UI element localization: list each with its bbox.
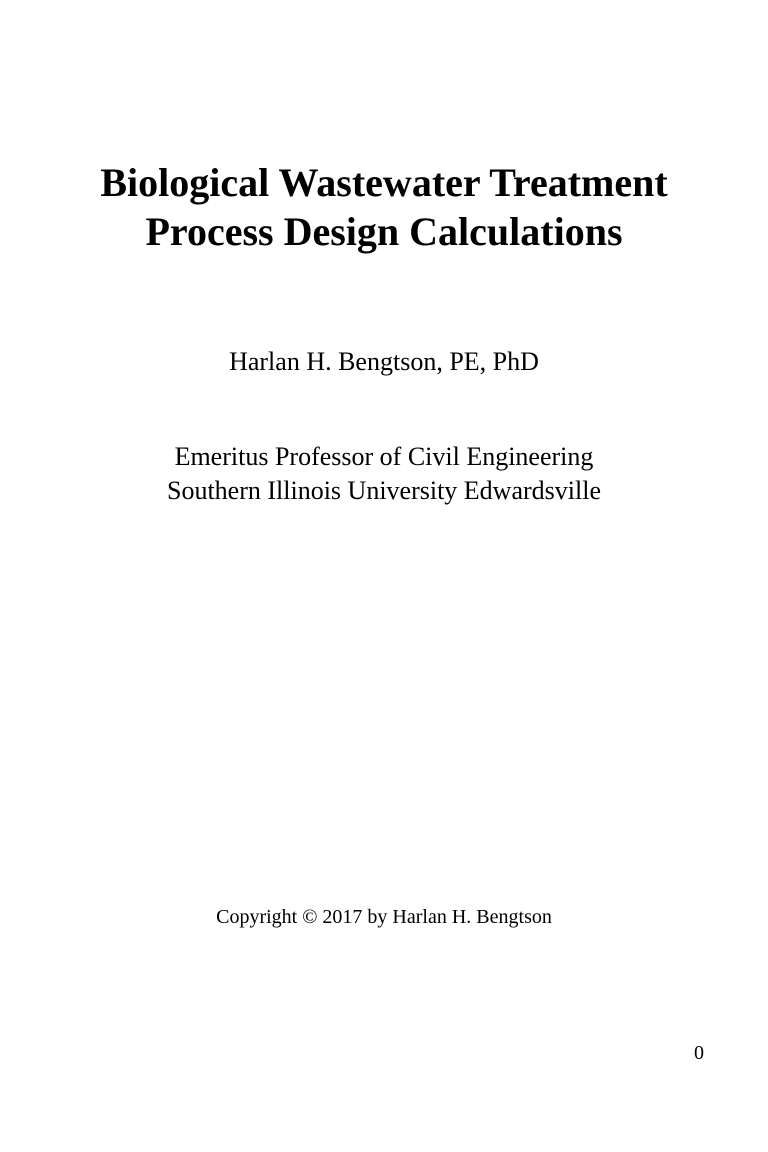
title-line-1: Biological Wastewater Treatment xyxy=(100,160,668,205)
affiliation-position: Emeritus Professor of Civil Engineering xyxy=(174,442,594,471)
page-number: 0 xyxy=(694,1042,704,1064)
author-name: Harlan H. Bengtson, PE, PhD xyxy=(229,347,539,376)
title-line-2: Process Design Calculations xyxy=(145,209,623,254)
document-title xyxy=(0,158,768,256)
affiliation-university: Southern Illinois University Edwardsville xyxy=(166,476,601,505)
author-affiliation xyxy=(0,440,768,508)
copyright-notice: Copyright © 2017 by Harlan H. Bengtson xyxy=(216,906,552,928)
